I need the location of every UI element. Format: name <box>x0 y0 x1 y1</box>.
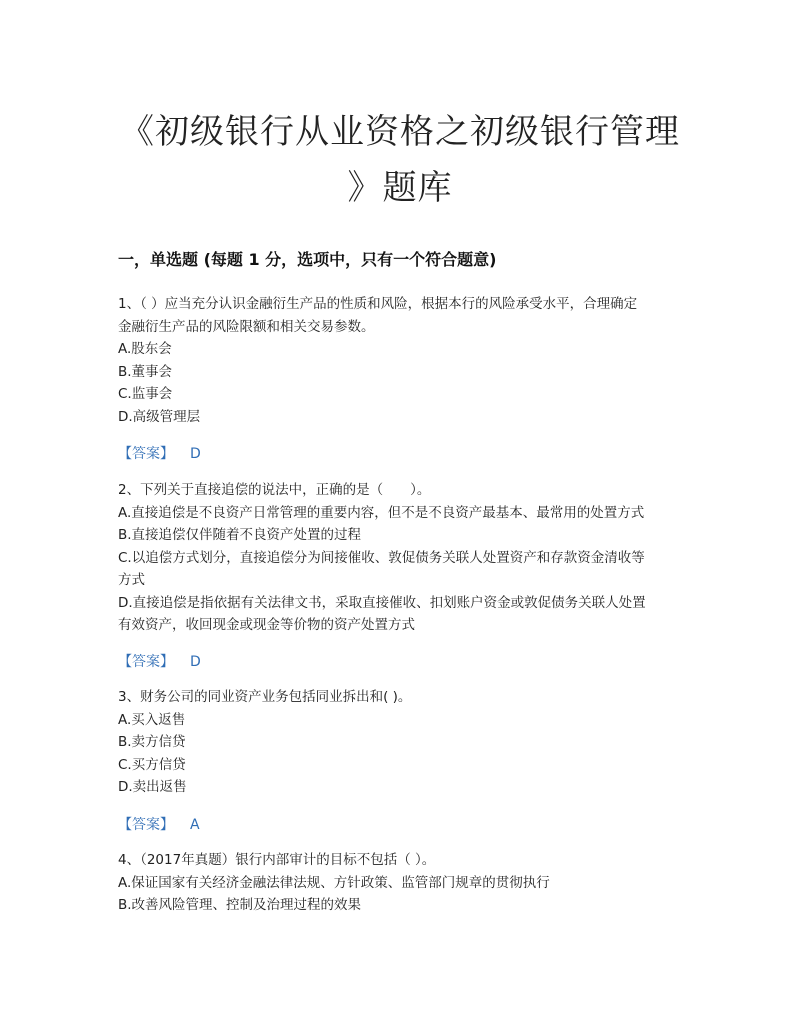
option-d-continued: 有效资产，收回现金或现金等价物的资产处置方式 <box>118 617 415 633</box>
answer-value: A <box>190 817 200 833</box>
question-stem-line: 4、（2017年真题）银行内部审计的目标不包括（ ）。 <box>118 852 436 868</box>
option-c: C.监事会 <box>118 386 173 402</box>
option-d: D.卖出返售 <box>118 779 187 795</box>
option-b: B.改善风险管理、控制及治理过程的效果 <box>118 897 362 913</box>
document-title-line-1: 《初级银行从业资格之初级银行管理 <box>120 112 680 152</box>
question-1 <box>118 293 690 428</box>
answer-value: D <box>190 654 201 670</box>
question-stem-line: 金融衍生产品的风险限额和相关交易参数。 <box>118 318 375 335</box>
option-a: A.股东会 <box>118 341 172 357</box>
question-stem-line: 1、（ ）应当充分认识金融衍生产品的性质和风险，根据本行的风险承受水平，合理确定 <box>118 296 638 312</box>
option-c-continued: 方式 <box>118 572 145 588</box>
question-stem-line: 3、财务公司的同业资产业务包括同业拆出和( )。 <box>118 689 412 705</box>
section-heading: 一，单选题 (每题 1 分，选项中，只有一个符合题意) <box>118 250 497 269</box>
answer-label: 【答案】 <box>118 817 174 833</box>
option-d: D.直接追偿是指依据有关法律文书，采取直接催收、扣划账户资金或敦促债务关联人处置 <box>118 594 646 611</box>
question-3 <box>118 686 690 799</box>
answer-1 <box>118 443 201 463</box>
option-b: B.董事会 <box>118 363 173 380</box>
answer-3 <box>118 814 200 834</box>
option-a: A.买入返售 <box>118 711 186 728</box>
option-d: D.高级管理层 <box>118 408 201 425</box>
option-c: C.买方信贷 <box>118 756 186 773</box>
option-b: B.直接追偿仅伴随着不良资产处置的过程 <box>118 527 362 543</box>
answer-2 <box>118 651 201 671</box>
option-a: A.直接追偿是不良资产日常管理的重要内容，但不是不良资产最基本、最常用的处置方式 <box>118 504 645 521</box>
answer-label: 【答案】 <box>118 446 174 462</box>
answer-label: 【答案】 <box>118 654 174 670</box>
option-c: C.以追偿方式划分，直接追偿分为间接催收、敦促债务关联人处置资产和存款资金清收等 <box>118 549 645 566</box>
question-stem-line: 2、下列关于直接追偿的说法中，正确的是（ ）。 <box>118 482 431 498</box>
option-b: B.卖方信贷 <box>118 734 186 750</box>
question-2 <box>118 479 690 637</box>
option-a: A.保证国家有关经济金融法律法规、方针政策、监管部门规章的贯彻执行 <box>118 874 550 891</box>
answer-value: D <box>190 446 201 462</box>
document-title-line-2: 》题库 <box>347 168 453 208</box>
question-4 <box>118 849 690 917</box>
